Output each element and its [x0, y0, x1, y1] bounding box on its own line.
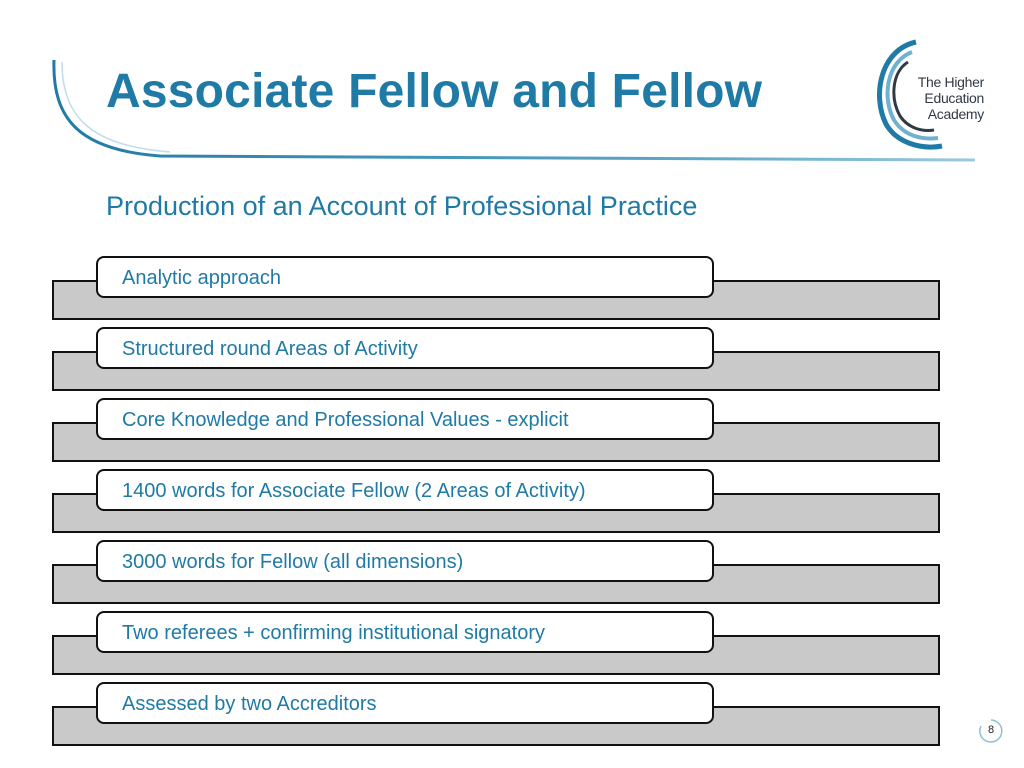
item-label: 1400 words for Associate Fellow (2 Areas of Activity) — [122, 480, 586, 502]
item-box — [96, 682, 714, 724]
list-item — [52, 327, 940, 391]
list-item — [52, 611, 940, 675]
list-item — [52, 469, 940, 533]
logo-line-2: Education — [924, 90, 984, 106]
slide-subtitle: Production of an Account of Professional Practice — [106, 191, 698, 221]
slide-title: Associate Fellow and Fellow — [106, 65, 763, 118]
item-box — [96, 540, 714, 582]
item-box — [96, 469, 714, 511]
item-box — [96, 327, 714, 369]
page-number: 8 — [987, 724, 995, 736]
item-label: 3000 words for Fellow (all dimensions) — [122, 551, 464, 573]
item-box — [96, 611, 714, 653]
list-item — [52, 682, 940, 746]
item-label: Core Knowledge and Professional Values - explicit — [122, 409, 569, 431]
list-item — [52, 256, 940, 320]
item-label: Assessed by two Accreditors — [122, 693, 377, 715]
list-item — [52, 540, 940, 604]
item-label: Analytic approach — [122, 267, 281, 289]
logo-line-1: The Higher — [917, 74, 984, 90]
item-label: Structured round Areas of Activity — [122, 338, 418, 360]
logo-line-3: Academy — [927, 106, 984, 122]
item-box — [96, 256, 714, 298]
item-box — [96, 398, 714, 440]
item-label: Two referees + confirming institutional signatory — [122, 622, 545, 644]
list-item — [52, 398, 940, 462]
